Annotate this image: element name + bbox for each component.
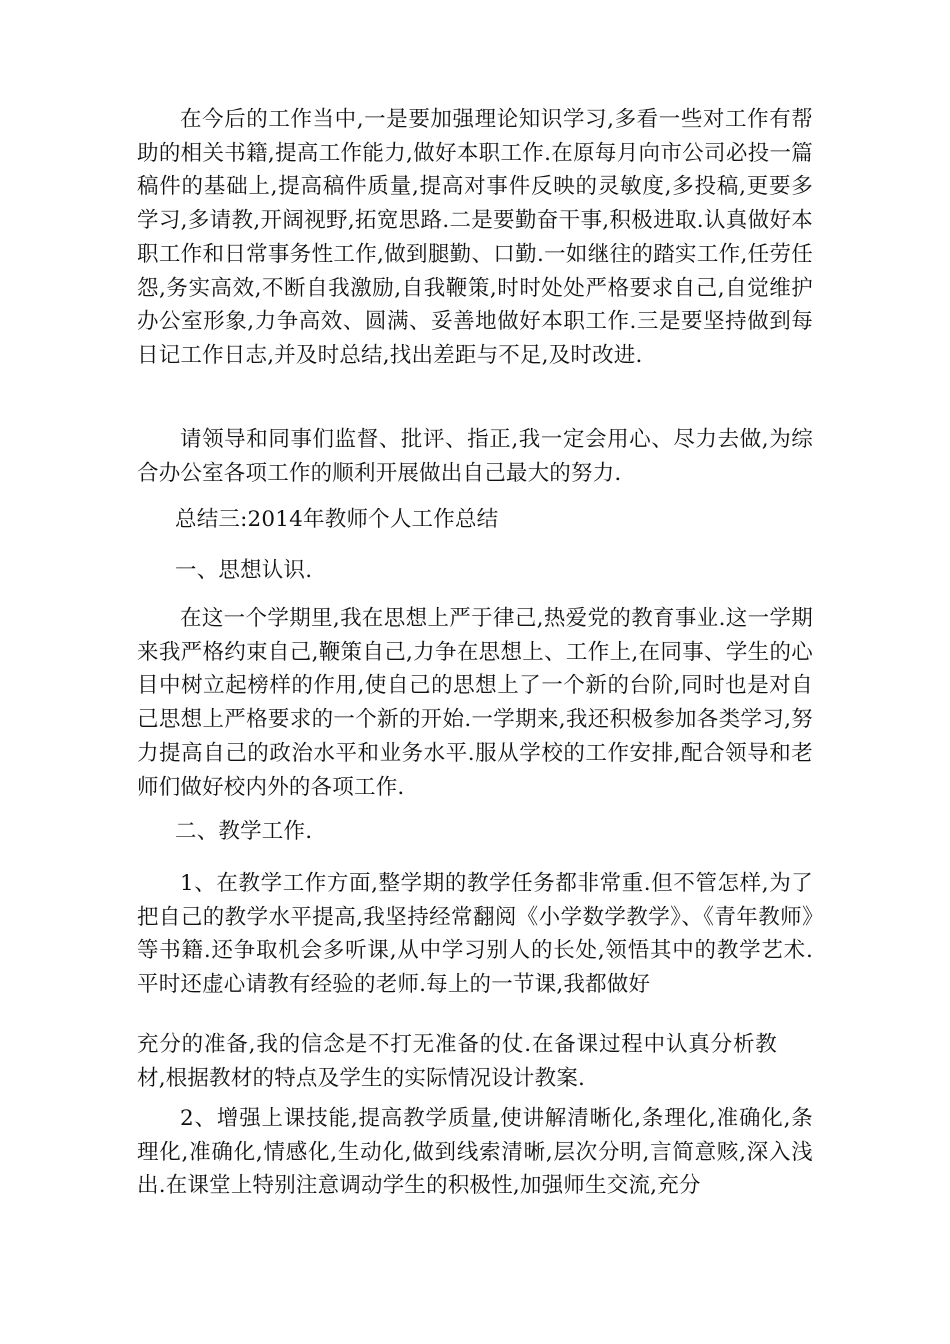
heading-teaching-work: 二、教学工作. [175,819,313,844]
paragraph-future-work: 在今后的工作当中,一是要加强理论知识学习,多看一些对工作有帮助的相关书籍,提高工作能力,做好本职工作.在原每月向市公司必投一篇稿件的基础上,提高稿件质量,提高对事件反映的灵敏度,多投稿,更要多学习,多请教,开阔视野,拓宽思路.二是要勤奋干事,积极进取.认真做好本职工作和日常事务性工作,做到腿勤、口勤.一如继往的踏实工作,任劳任怨,务实高效,不断自我激励,自我鞭策,时时处处严格要求自己,自觉维护办公室形象,力争高效、圆满、妥善地做好本职工作.三是要坚持做到每日记工作日志,并及时总结,找出差距与不足,及时改进. [137,107,813,368]
paragraph-teaching-item-2: 2、增强上课技能,提高教学质量,使讲解清晰化,条理化,准确化,条理化,准确化,情感化,生动化,做到线索清晰,层次分明,言简意赅,深入浅出.在课堂上特别注意调动学生的积极性,加强师生交流,充分 [137,1106,813,1199]
paragraph-teaching-item-1-continued: 充分的准备,我的信念是不打无准备的仗.在备课过程中认真分析教材,根据教材的特点及学生的实际情况设计教案. [137,1032,777,1091]
heading-ideological-understanding: 一、思想认识. [175,558,313,583]
section-title-summary-three: 总结三:2014年教师个人工作总结 [175,507,499,532]
paragraph-teaching-item-1: 1、在教学工作方面,整学期的教学任务都非常重.但不管怎样,为了把自己的教学水平提高,我坚持经常翻阅《小学数学教学》、《青年教师》等书籍.还争取机会多听课,从中学习别人的长处,领悟其中的教学艺术.平时还虚心请教有经验的老师.每上的一节课,我都做好 [137,871,813,998]
paragraph-request-supervision: 请领导和同事们监督、批评、指正,我一定会用心、尽力去做,为综合办公室各项工作的顺利开展做出自己最大的努力. [137,427,813,486]
paragraph-ideology: 在这一个学期里,我在思想上严于律己,热爱党的教育事业.这一学期来我严格约束自己,鞭策自己,力争在思想上、工作上,在同事、学生的心目中树立起榜样的作用,使自己的思想上了一个新的台阶,同时也是对自己思想上严格要求的一个新的开始.一学期来,我还积极参加各类学习,努力提高自己的政治水平和业务水平.服从学校的工作安排,配合领导和老师们做好校内外的各项工作. [137,606,813,800]
